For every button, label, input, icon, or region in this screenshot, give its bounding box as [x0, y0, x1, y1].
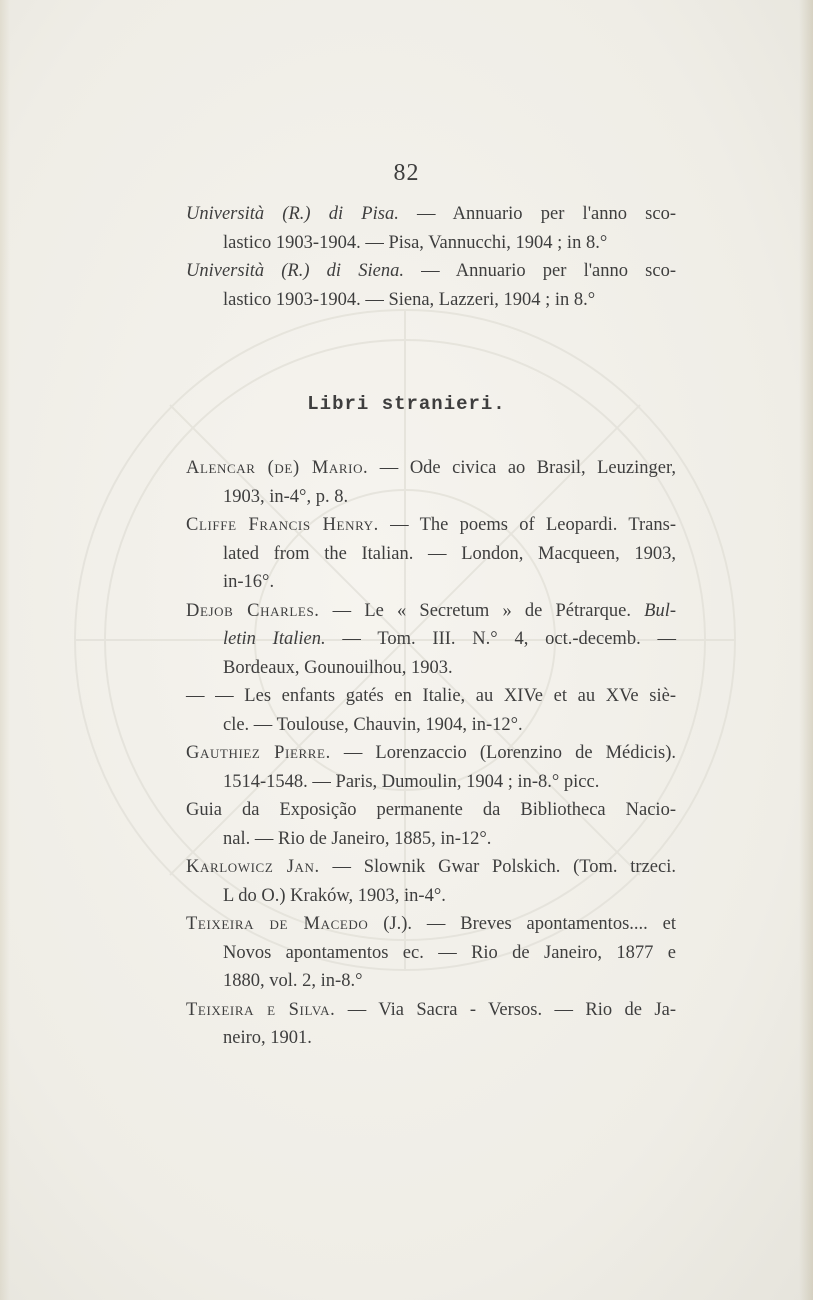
bibliography-list	[186, 454, 676, 1053]
entry-author: Teixeira e Silva.	[186, 999, 336, 1020]
entry-text: lastico 1903-1904. — Pisa, Vannucchi, 1904 ; in 8.°	[223, 232, 608, 253]
bibliography-entry	[186, 853, 676, 910]
entry-author: Alencar (de) Mario.	[186, 458, 369, 478]
entry-author: Gauthiez Pierre.	[186, 743, 331, 763]
entry-text: — Lorenzaccio (Lorenzino de Médicis).	[330, 743, 676, 763]
entry-line	[186, 540, 676, 569]
bibliography-entry	[186, 739, 676, 796]
entry-title-italic: letin Italien.	[223, 629, 326, 649]
entry-line	[186, 200, 676, 229]
entry-author: Cliffe Francis Henry.	[186, 515, 379, 535]
entry-title-italic: Università (R.) di Siena.	[186, 261, 404, 281]
entry-text: — — Les enfants gatés en Italie, au XIVe et au XVe siè-	[186, 686, 676, 706]
entry-text: Guia da Exposição permanente da Bibliotheca Nacio-	[186, 800, 676, 820]
entry-line	[186, 1024, 676, 1053]
bibliography-entry	[186, 454, 676, 511]
entry-line	[186, 286, 676, 315]
entry-line	[186, 853, 676, 882]
entry-text: Bordeaux, Gounouilhou, 1903.	[223, 657, 453, 678]
entry-text: — Tom. III. N.° 4, oct.-decemb. —	[325, 629, 676, 649]
bibliography-entry	[186, 996, 676, 1053]
entry-line	[186, 257, 676, 286]
entry-line	[186, 996, 676, 1025]
entry-line	[186, 625, 676, 654]
entry-title-italic: Università (R.) di Pisa.	[186, 204, 399, 224]
entry-text: lastico 1903-1904. — Siena, Lazzeri, 1904 ; in 8.°	[223, 289, 596, 310]
top-entries	[186, 200, 676, 314]
entry-text: 1903, in-4°, p. 8.	[223, 486, 349, 507]
entry-author: Dejob Charles.	[186, 600, 320, 621]
entry-author: Teixeira de Macedo	[186, 914, 369, 934]
entry-title-italic: Bul-	[644, 600, 676, 621]
entry-line	[186, 454, 676, 483]
entry-text: 1514-1548. — Paris, Dumoulin, 1904 ; in-8.° picc.	[223, 771, 600, 792]
entry-line	[186, 682, 676, 711]
entry-line	[186, 967, 676, 996]
entry-text: — Annuario per l'anno sco-	[398, 204, 676, 224]
entry-line	[186, 229, 676, 258]
entry-line	[186, 796, 676, 825]
entry-line	[186, 910, 676, 939]
entry-line	[186, 882, 676, 911]
entry-line	[186, 597, 676, 626]
entry-line	[186, 568, 676, 597]
entry-text: — Annuario per l'anno sco-	[403, 261, 676, 281]
bibliography-entry	[186, 682, 676, 739]
entry-text: 1880, vol. 2, in-8.°	[223, 971, 363, 991]
section-heading: Libri stranieri.	[307, 393, 506, 415]
bibliography-entry	[186, 257, 676, 314]
entry-line	[186, 711, 676, 740]
entry-text: L do O.) Kraków, 1903, in-4°.	[223, 885, 446, 906]
entry-line	[186, 825, 676, 854]
entry-line	[186, 511, 676, 540]
bibliography-entry	[186, 200, 676, 257]
entry-text: — The poems of Leopardi. Trans-	[378, 515, 676, 535]
entry-text: neiro, 1901.	[223, 1028, 312, 1048]
entry-text: — Slownik Gwar Polskich. (Tom. trzeci.	[319, 857, 676, 877]
entry-text: in-16°.	[223, 572, 275, 592]
entry-line	[186, 939, 676, 968]
bibliography-entry	[186, 796, 676, 853]
entry-line	[186, 654, 676, 683]
bibliography-entry	[186, 910, 676, 996]
entry-text: Novos apontamentos ec. — Rio de Janeiro, 1877 e	[223, 942, 676, 963]
bibliography-entry	[186, 511, 676, 597]
entry-text: lated from the Italian. — London, Macqueen, 1903,	[223, 543, 676, 564]
entry-line	[186, 739, 676, 768]
bibliography-entry	[186, 597, 676, 683]
entry-text: nal. — Rio de Janeiro, 1885, in-12°.	[223, 828, 492, 849]
entry-text: cle. — Toulouse, Chauvin, 1904, in-12°.	[223, 714, 523, 735]
page-number: 82	[393, 160, 420, 186]
entry-text: (J.). — Breves apontamentos.... et	[368, 914, 676, 934]
entry-author: Karlowicz Jan.	[186, 857, 320, 877]
entry-line	[186, 483, 676, 512]
entry-line	[186, 768, 676, 797]
entry-text: — Via Sacra - Versos. — Rio de Ja-	[335, 999, 676, 1020]
entry-text: — Ode civica ao Brasil, Leuzinger,	[368, 458, 676, 478]
entry-text: — Le « Secretum » de Pétrarque.	[319, 600, 645, 621]
